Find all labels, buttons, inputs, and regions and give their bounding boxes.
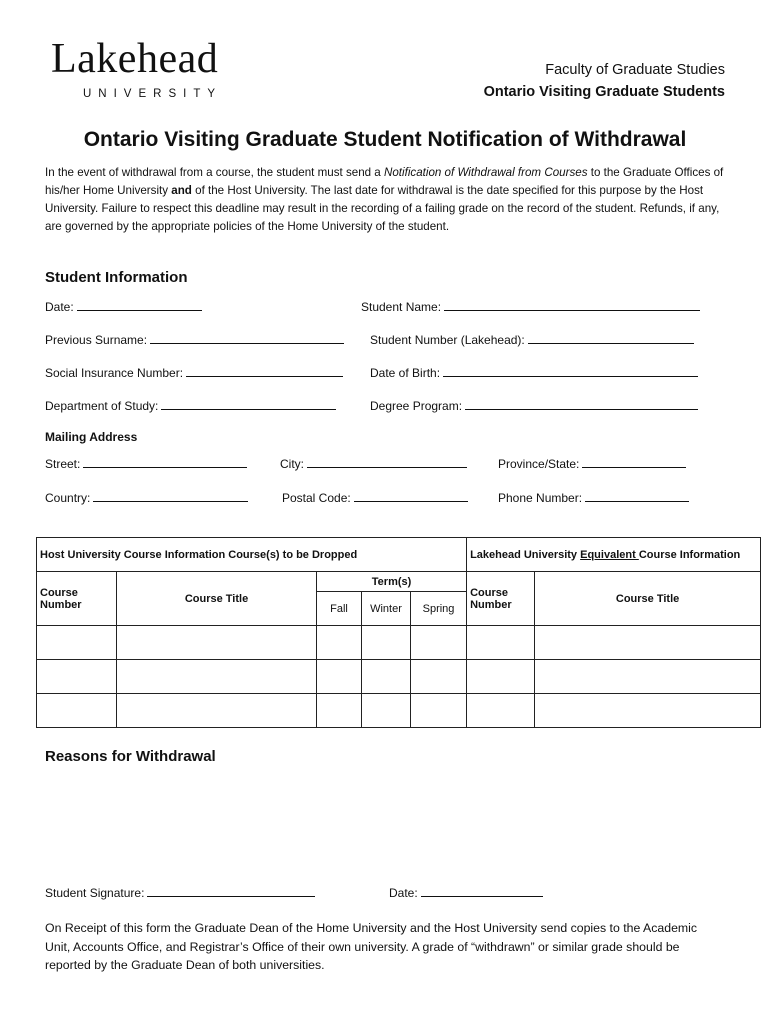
table-cell[interactable]: [535, 694, 761, 728]
student-signature-field[interactable]: [45, 884, 315, 900]
student-number-line[interactable]: [528, 331, 694, 344]
department-label: Department of Study:: [45, 399, 159, 413]
table-cell[interactable]: [317, 694, 362, 728]
degree-program-line[interactable]: [465, 397, 698, 410]
table-cell[interactable]: [362, 626, 411, 660]
lakehead-logo-wordmark: Lakehead: [51, 36, 219, 82]
table-cell[interactable]: [411, 660, 467, 694]
footer-paragraph: On Receipt of this form the Graduate Dean of the Home University and the Host University send copies to the Academic Unit, Accounts Office, and Registrar’s Office of their own university. A grade of “withdrawn” or similar grade should be reported by the Graduate Dean of both universities.: [45, 921, 698, 972]
student-signature-label: Student Signature:: [45, 886, 145, 900]
term-spring: Spring: [411, 592, 467, 626]
lakehead-logo-university: UNIVERSITY: [83, 88, 223, 100]
province-line[interactable]: [582, 455, 686, 468]
table-cell[interactable]: [411, 694, 467, 728]
table-cell[interactable]: [467, 626, 535, 660]
table-cell[interactable]: [117, 626, 317, 660]
table-cell[interactable]: [362, 660, 411, 694]
page-title: Ontario Visiting Graduate Student Notification of Withdrawal: [83, 128, 687, 151]
lakehead-header-pre: Lakehead University: [470, 548, 581, 561]
date-field[interactable]: [45, 298, 202, 314]
table-cell[interactable]: [467, 694, 535, 728]
postal-code-line[interactable]: [354, 489, 468, 502]
reasons-area[interactable]: [45, 772, 725, 872]
table-row: [37, 626, 761, 660]
date-label: Date:: [45, 300, 74, 314]
course-title-header-2: Course Title: [535, 572, 761, 626]
postal-code-field[interactable]: [282, 489, 468, 505]
dob-label: Date of Birth:: [370, 366, 441, 380]
mailing-address-heading: Mailing Address: [45, 430, 138, 444]
signature-date-label: Date:: [389, 886, 418, 900]
term-winter: Winter: [362, 592, 411, 626]
table-subheader-row: [37, 572, 761, 592]
phone-label: Phone Number:: [498, 491, 583, 505]
sin-field[interactable]: [45, 364, 343, 380]
province-label: Province/State:: [498, 457, 580, 471]
student-number-field[interactable]: [370, 331, 694, 347]
previous-surname-line[interactable]: [150, 331, 344, 344]
faculty-label: Faculty of Graduate Studies: [545, 62, 725, 78]
street-field[interactable]: [45, 455, 247, 471]
previous-surname-label: Previous Surname:: [45, 333, 148, 347]
sin-line[interactable]: [186, 364, 343, 377]
signature-date-field[interactable]: [389, 884, 543, 900]
lakehead-equivalent-header: [467, 538, 761, 572]
city-line[interactable]: [307, 455, 467, 468]
previous-surname-field[interactable]: [45, 331, 344, 347]
phone-field[interactable]: [498, 489, 689, 505]
student-name-label: Student Name:: [361, 300, 442, 314]
intro-text-3: of the Host University. The last date for withdrawal is the date specified for this purpose by the Host University. Failure to respect this deadline may result in the recording of a failing grade on the record of the student. Refunds, if any, are governed by the appropriate policies of the Home University of the student.: [45, 184, 720, 233]
course-table: [36, 537, 761, 728]
table-cell[interactable]: [37, 660, 117, 694]
table-cell[interactable]: [37, 626, 117, 660]
table-header-row: [37, 538, 761, 572]
intro-text-2: to the Graduate Offices of his/her Home University: [45, 166, 724, 197]
intro-bold: and: [171, 184, 192, 197]
lakehead-header-underlined: Equivalent: [580, 548, 639, 561]
city-field[interactable]: [280, 455, 467, 471]
host-university-header: Host University Course Information Course(s) to be Dropped: [37, 538, 467, 572]
table-cell[interactable]: [411, 626, 467, 660]
dob-field[interactable]: [370, 364, 698, 380]
country-field[interactable]: [45, 489, 248, 505]
street-label: Street:: [45, 457, 81, 471]
country-line[interactable]: [93, 489, 248, 502]
table-cell[interactable]: [117, 694, 317, 728]
intro-text-1: In the event of withdrawal from a course, the student must send a: [45, 166, 384, 179]
course-number-header-2: Course Number: [467, 572, 535, 626]
date-line[interactable]: [77, 298, 202, 311]
country-label: Country:: [45, 491, 91, 505]
street-line[interactable]: [83, 455, 247, 468]
student-number-label: Student Number (Lakehead):: [370, 333, 525, 347]
table-cell[interactable]: [317, 626, 362, 660]
intro-paragraph: [45, 164, 725, 236]
term-fall: Fall: [317, 592, 362, 626]
degree-program-field[interactable]: [370, 397, 698, 413]
department-line[interactable]: [161, 397, 336, 410]
reasons-heading: Reasons for Withdrawal: [45, 748, 216, 765]
lakehead-header-post: Course Information: [638, 548, 741, 561]
province-field[interactable]: [498, 455, 686, 471]
table-cell[interactable]: [117, 660, 317, 694]
city-label: City:: [280, 457, 304, 471]
student-signature-line[interactable]: [147, 884, 315, 897]
terms-header: Term(s): [317, 572, 467, 592]
student-info-heading: Student Information: [45, 269, 188, 286]
table-cell[interactable]: [535, 660, 761, 694]
student-name-field[interactable]: [361, 298, 700, 314]
degree-program-label: Degree Program:: [370, 399, 463, 413]
postal-code-label: Postal Code:: [282, 491, 351, 505]
program-label: Ontario Visiting Graduate Students: [483, 84, 725, 100]
dob-line[interactable]: [443, 364, 698, 377]
table-row: [37, 660, 761, 694]
student-name-line[interactable]: [444, 298, 700, 311]
table-row: [37, 694, 761, 728]
intro-italic: Notification of Withdrawal from Courses: [383, 166, 588, 179]
phone-line[interactable]: [585, 489, 689, 502]
sin-label: Social Insurance Number:: [45, 366, 184, 380]
table-cell[interactable]: [535, 626, 761, 660]
signature-date-line[interactable]: [421, 884, 543, 897]
course-title-header: Course Title: [117, 572, 317, 626]
table-cell[interactable]: [362, 694, 411, 728]
table-cell[interactable]: [467, 660, 535, 694]
table-cell[interactable]: [37, 694, 117, 728]
course-number-header: Course Number: [37, 572, 117, 626]
table-cell[interactable]: [317, 660, 362, 694]
department-field[interactable]: [45, 397, 336, 413]
